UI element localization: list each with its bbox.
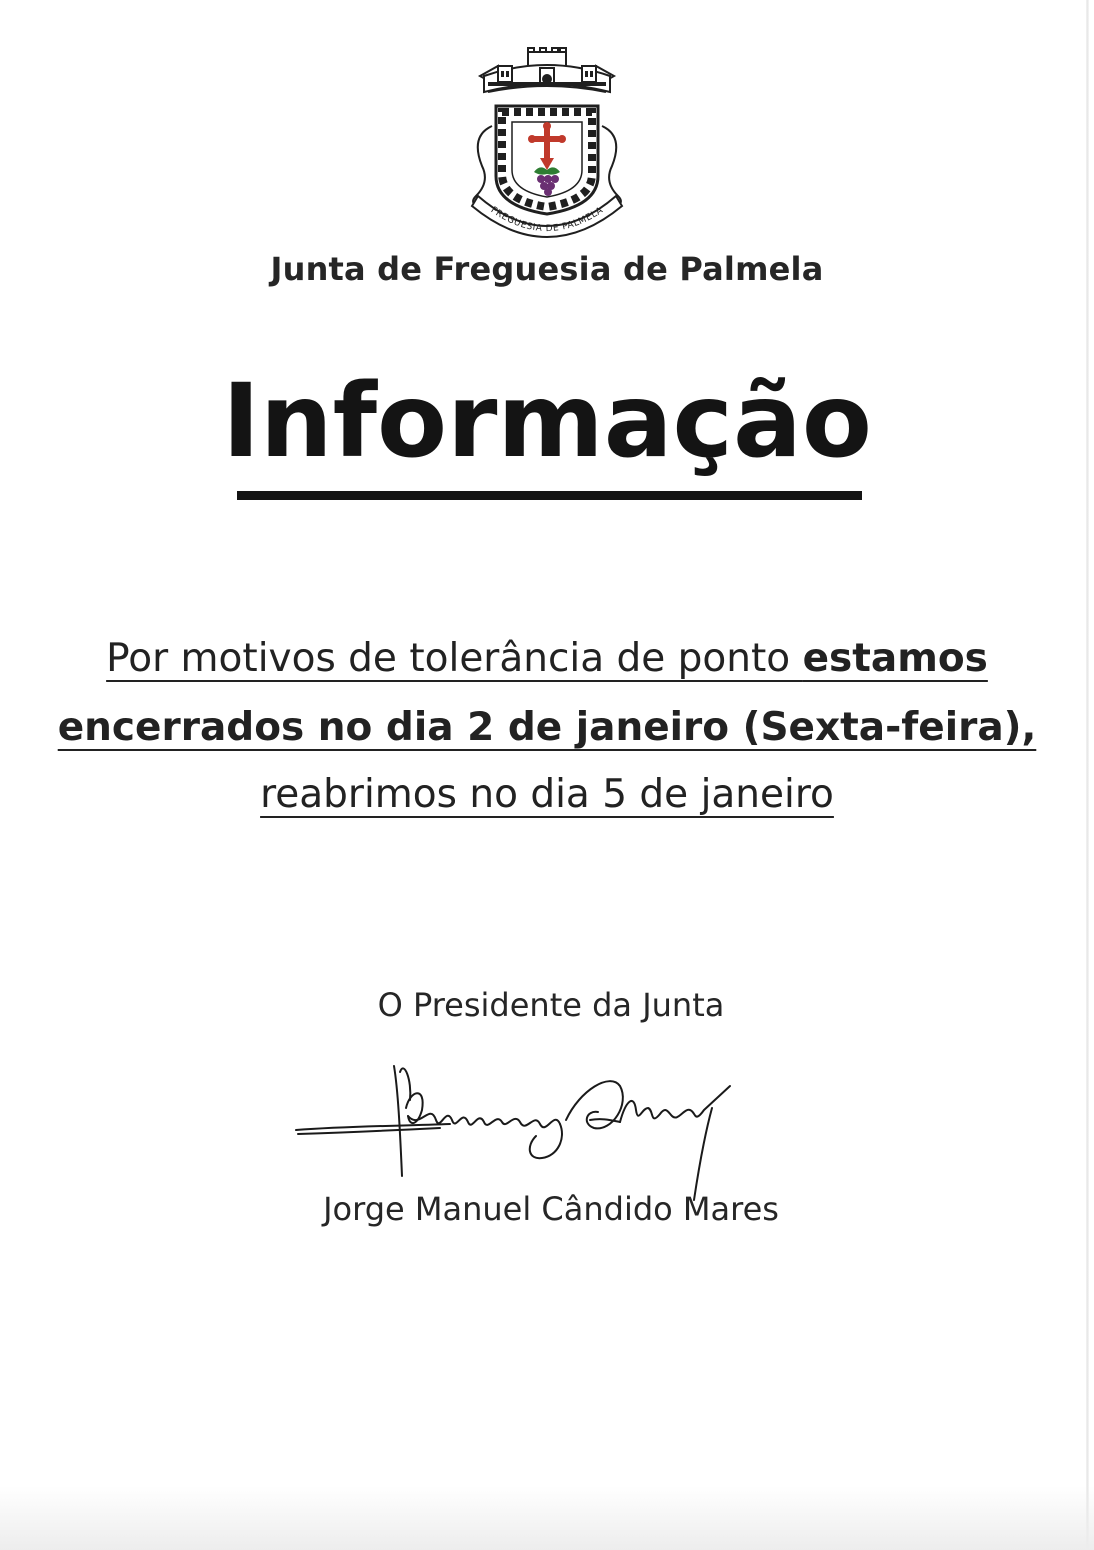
notice-line-1-bold: estamos [802,636,988,681]
page-title: Informação [222,362,872,481]
svg-text:FREGUESIA DE PALMELA: FREGUESIA DE PALMELA [488,205,606,235]
notice-line-3-regular: reabrimos no dia 5 de janeiro [260,772,834,817]
organization-name: Junta de Freguesia de Palmela [270,250,824,288]
notice-line-1 [0,636,1094,683]
notice-line-1-regular: Por motivos de tolerância de ponto [106,636,803,681]
handwritten-signature [290,1050,740,1210]
scan-shadow [0,1486,1094,1550]
title-underline [237,491,862,500]
coat-of-arms-logo [462,46,632,246]
signatory-role: O Presidente da Junta [377,986,725,1024]
notice-line-2 [0,705,1094,752]
notice-line-2-bold: encerrados no dia 2 de janeiro (Sexta-feira), [57,705,1037,750]
notice-line-3 [0,772,1094,819]
signatory-name: Jorge Manuel Cândido Mares [323,1190,779,1228]
